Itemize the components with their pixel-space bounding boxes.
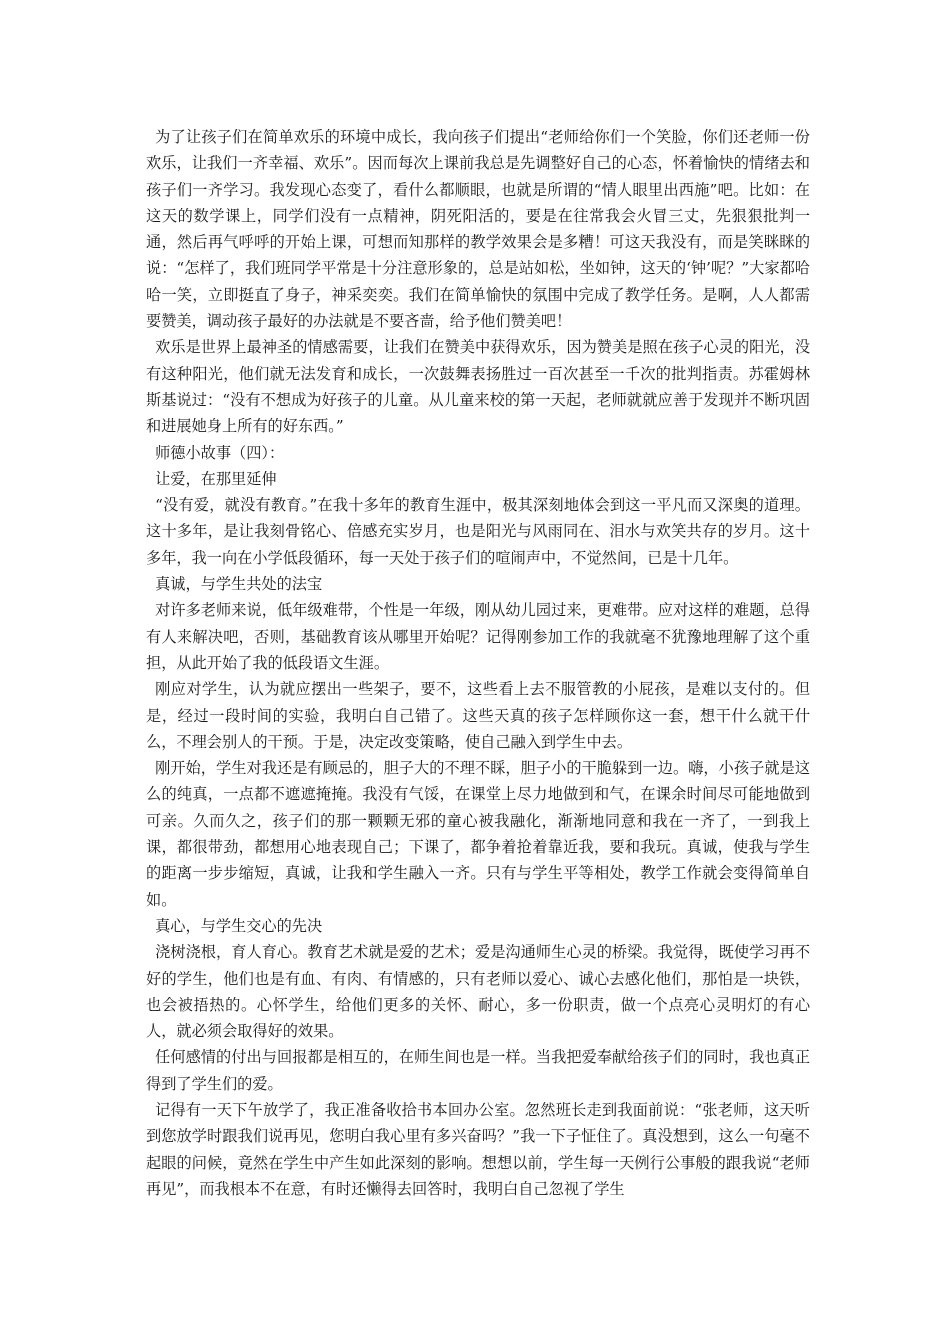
story-title: 师德小故事（四）： <box>155 443 285 462</box>
story-subtitle: 让爱，在那里延伸 <box>155 469 277 488</box>
paragraph-get-close: 刚开始，学生对我还是有顾忌的，胆子大的不理不睬，胆子小的干脆躲到一边。嗨，小孩子就是这么的纯真，一点都不遮遮掩掩。我没有气馁，在课堂上尽力地做到和气，在课余时间尽可能地做到可亲。久而久之，孩子们的那一颗颗无邪的童心被我融化，渐渐地同意和我在一齐了，一到我上课，都很带劲，都想用心地表现自己；下课了，都争着抢着靠近我，要和我玩。真诚，使我与学生的距离一步步缩短，真诚，让我和学生融入一齐。只有与学生平等相处，教学工作就会变得简单自如。 <box>146 759 810 909</box>
section-heading-sincerity: 真诚，与学生共处的法宝 <box>155 575 323 594</box>
paragraph-change-strategy: 刚应对学生，认为就应摆出一些架子，要不，这些看上去不服管教的小屁孩，是难以支付的。但是，经过一段时间的实验，我明白自己错了。这些天真的孩子怎样顾你这一套，想干什么就干什么，不理会别人的干预。于是，决定改变策略，使自己融入到学生中去。 <box>146 680 810 751</box>
section-heading-true-heart: 真心，与学生交心的先决 <box>155 916 323 935</box>
paragraph-lower-grades: 对许多老师来说，低年级难带，个性是一年级，刚从幼儿园过来，更难带。应对这样的难题，总得有人来解决吧，否则，基础教育该从哪里开始呢？记得刚参加工作的我就毫不犹豫地理解了这个重担，从此开始了我的低段语文生涯。 <box>146 601 810 672</box>
paragraph-art-of-love: 浇树浇根，育人育心。教育艺术就是爱的艺术；爱是沟通师生心灵的桥梁。我觉得，既使学习再不好的学生，他们也是有血、有肉、有情感的，只有老师以爱心、诚心去感化他们，那怕是一块铁，也会被捂热的。心怀学生，给他们更多的关怀、耐心，多一份职责，做一个点亮心灵明灯的有心人，就必须会取得好的效果。 <box>146 943 810 1041</box>
paragraph-mutual-feelings: 任何感情的付出与回报都是相互的，在师生间也是一样。当我把爱奉献给孩子们的同时，我也真正得到了学生们的爱。 <box>146 1048 810 1093</box>
document-body <box>146 124 810 1202</box>
paragraph-goodbye-story: 记得有一天下午放学了，我正准备收拾书本回办公室。忽然班长走到我面前说：“张老师，这天听到您放学时跟我们说再见，您明白我心里有多兴奋吗？”我一下子怔住了。真没想到，这么一句毫不起眼的问候，竟然在学生中产生如此深刻的影响。想想以前，学生每一天例行公事般的跟我说“老师再见”，而我根本不在意，有时还懒得去回答时，我明白自己忽视了学生 <box>146 1100 810 1198</box>
paragraph-praise-smile: 为了让孩子们在简单欢乐的环境中成长，我向孩子们提出“老师给你们一个笑脸，你们还老师一份欢乐，让我们一齐幸福、欢乐”。因而每次上课前我总是先调整好自己的心态，怀着愉快的情绪去和孩子们一齐学习。我发现心态变了，看什么都顺眼，也就是所谓的“情人眼里出西施”吧。比如：在这天的数学课上，同学们没有一点精神，阴死阳活的，要是在往常我会火冒三丈，先狠狠批判一通，然后再气呼呼的开始上课，可想而知那样的教学效果会是多糟！可这天我没有，而是笑眯眯的说：“怎样了，我们班同学平常是十分注意形象的，总是站如松，坐如钟，这天的‘钟’呢？”大家都哈哈一笑，立即挺直了身子，神采奕奕。我们在简单愉快的氛围中完成了教学任务。是啊，人人都需要赞美，调动孩子最好的办法就是不要吝啬，给予他们赞美吧！ <box>146 128 810 331</box>
paragraph-joy-sunshine: 欢乐是世界上最神圣的情感需要，让我们在赞美中获得欢乐，因为赞美是照在孩子心灵的阳光，没有这种阳光，他们就无法发育和成长，一次鼓舞表扬胜过一百次甚至一千次的批判指责。苏霍姆林斯基说过：“没有不想成为好孩子的儿童。从儿童来校的第一天起，老师就就应善于发现并不断巩固和进展她身上所有的好东西。” <box>146 338 810 436</box>
paragraph-no-love-no-education: “没有爱，就没有教育。”在我十多年的教育生涯中，极其深刻地体会到这一平凡而又深奥的道理。这十多年，是让我刻骨铭心、倍感充实岁月，也是阳光与风雨同在、泪水与欢笑共存的岁月。这十多年，我一向在小学低段循环，每一天处于孩子们的喧闹声中，不觉然间，已是十几年。 <box>146 496 810 567</box>
